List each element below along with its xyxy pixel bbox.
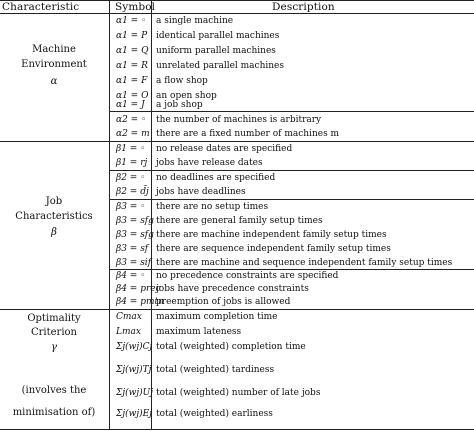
symbol-cell: β4 = pmtn — [116, 297, 164, 307]
job-characteristics-symbol: β — [51, 227, 57, 238]
symbol-cell: Σj(wj)Uj — [116, 388, 154, 398]
symbol-cell: Σj(wj)Ej — [116, 409, 153, 419]
optimality-criterion-note-1: (involves the — [21, 385, 87, 396]
symbol-cell: β4 = prec — [116, 284, 161, 294]
description-cell: the number of machines is arbitrary — [156, 115, 322, 125]
symbol-cell: Σj(wj)Cj — [116, 342, 153, 352]
symbol-cell: β3 = ◦ — [116, 202, 146, 212]
description-cell: total (weighted) tardiness — [156, 365, 275, 375]
header-rule — [0, 13, 474, 14]
symbol-cell: β3 = sf — [116, 244, 149, 254]
subgroup-rule-alpha2 — [110, 111, 474, 112]
symbol-cell: β2 = d̄j — [116, 187, 149, 197]
description-cell: unrelated parallel machines — [156, 61, 285, 71]
description-cell: total (weighted) earliness — [156, 409, 273, 419]
symbol-cell: α1 = Q — [116, 46, 149, 56]
group-rule-2 — [0, 309, 474, 310]
description-cell: total (weighted) completion time — [156, 342, 306, 352]
description-cell: a single machine — [156, 16, 234, 26]
description-cell: total (weighted) number of late jobs — [156, 388, 321, 398]
description-cell: uniform parallel machines — [156, 46, 276, 56]
optimality-criterion-label-2: Criterion — [30, 327, 77, 338]
subgroup-rule-beta4 — [110, 269, 474, 270]
symbol-cell: α2 = m — [116, 129, 150, 139]
description-cell: there are sequence independent family setup times — [156, 244, 391, 254]
symbol-cell: β2 = ◦ — [116, 173, 146, 183]
machine-environment-label-2: Environment — [21, 59, 87, 70]
subgroup-rule-beta3 — [110, 199, 474, 200]
symbol-cell: α1 = R — [116, 61, 148, 71]
description-cell: a flow shop — [156, 76, 208, 86]
description-cell: identical parallel machines — [156, 31, 280, 41]
optimality-criterion-label-1: Optimality — [27, 313, 81, 324]
description-cell: no precedence constraints are specified — [156, 271, 339, 281]
symbol-cell: Lmax — [116, 327, 141, 337]
optimality-criterion-note-2: minimisation of) — [12, 407, 96, 418]
symbol-cell: α1 = O — [116, 91, 149, 101]
description-cell: maximum completion time — [156, 312, 278, 322]
symbol-cell: α1 = ◦ — [116, 16, 147, 26]
description-cell: there are no setup times — [156, 202, 269, 212]
machine-environment-label-1: Machine — [32, 44, 76, 55]
description-cell: jobs have release dates — [156, 158, 263, 168]
description-cell: no release dates are specified — [156, 144, 293, 154]
machine-environment-symbol: α — [50, 76, 58, 87]
symbol-cell: Σj(wj)Tj — [116, 365, 152, 375]
symbol-cell: β3 = sfg — [116, 230, 154, 240]
header-description: Description — [272, 1, 335, 13]
job-characteristics-label-2: Characteristics — [15, 211, 93, 222]
symbol-cell: β4 = ◦ — [116, 271, 146, 281]
group-rule-1 — [0, 141, 474, 142]
description-cell: there are machine and sequence independent family setup times — [156, 258, 453, 268]
description-cell: there are general family setup times — [156, 216, 323, 226]
symbol-cell: α1 = F — [116, 76, 148, 86]
description-cell: there are a fixed number of machines m — [156, 129, 340, 139]
description-cell: jobs have deadlines — [156, 187, 246, 197]
symbol-cell: α1 = J — [116, 100, 145, 110]
symbol-cell: β1 = ◦ — [116, 144, 146, 154]
optimality-criterion-symbol: γ — [51, 342, 57, 353]
symbol-cell: β1 = rj — [116, 158, 148, 168]
symbol-cell: α2 = ◦ — [116, 115, 147, 125]
bottom-rule — [0, 429, 474, 430]
job-characteristics-label-1: Job — [45, 196, 63, 207]
symbol-cell: β3 = sfg — [116, 216, 154, 226]
description-cell: no deadlines are specified — [156, 173, 276, 183]
description-cell: there are machine independent family setup times — [156, 230, 387, 240]
description-cell: jobs have precedence constraints — [156, 284, 309, 294]
symbol-cell: Cmax — [116, 312, 142, 322]
column-divider-1 — [109, 0, 110, 430]
description-cell: maximum lateness — [156, 327, 242, 337]
header-symbol: Symbol — [115, 1, 156, 13]
header-characteristic: Characteristic — [2, 1, 80, 13]
description-cell: an open shop — [156, 91, 217, 101]
description-cell: preemption of jobs is allowed — [156, 297, 291, 307]
description-cell: a job shop — [156, 100, 203, 110]
symbol-cell: β3 = sif — [116, 258, 152, 268]
subgroup-rule-beta2 — [110, 170, 474, 171]
symbol-cell: α1 = P — [116, 31, 148, 41]
